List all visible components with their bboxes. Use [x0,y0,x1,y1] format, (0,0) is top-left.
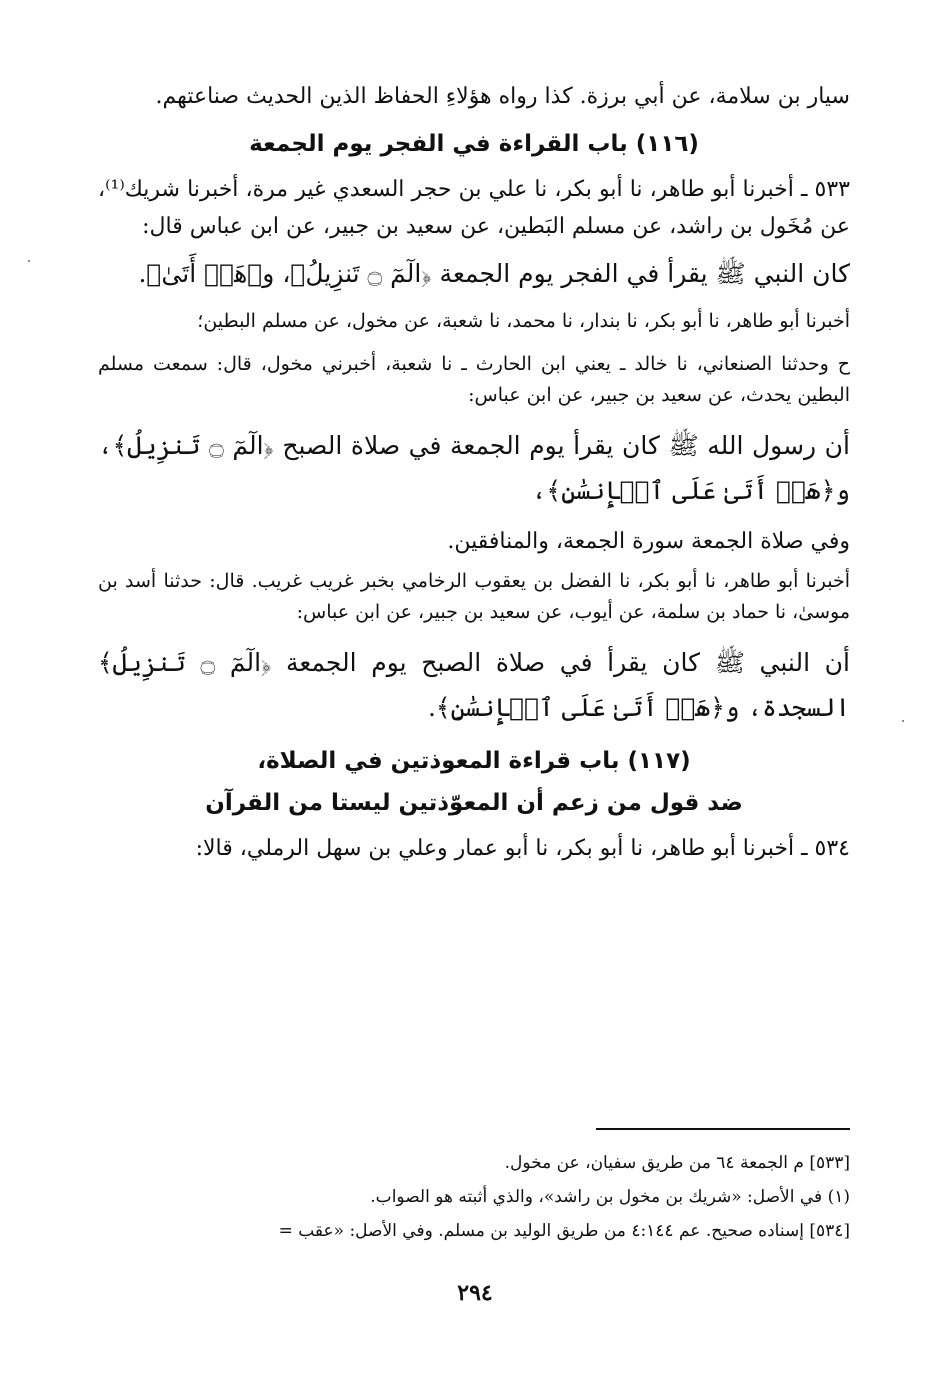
hadith-533-isnad-4: أخبرنا أبو طاهر، نا أبو بكر، نا الفضل بن يعقوب الرخامي بخبر غريب غريب. قال: حدثنا أسد بن موسىٰ، نا حماد بن سلمة، عن أيوب، عن سعيد بن جبير، عن ابن عباس: [98,570,850,623]
footnote-534: [٥٣٤] إسناده صحيح. عم ٤:١٤٤ من طريق الوليد بن مسلم. وفي الأصل: «عقب = [278,1221,850,1241]
hadith-533-matn-2: أن رسول الله ﷺ كان يقرأ يوم الجمعة في صلاة الصبح ﴿الٓمٓ ۝ تَنزِيلُ﴾، و﴿هَلۡ أَتَىٰ عَلَى ٱلۡإِنسَٰنِ﴾، [98,431,850,505]
footnote-divider [596,1128,850,1130]
footnotes [98,1146,850,1248]
scan-speck [902,720,904,722]
section-117-heading [98,740,850,824]
hadith-533-matn-2b: وفي صلاة الجمعة سورة الجمعة، والمنافقين. [447,529,850,554]
hadith-534-isnad: ٥٣٤ ـ أخبرنا أبو طاهر، نا أبو بكر، نا أبو عمار وعلي بن سهل الرملي، قالا: [195,836,850,861]
hadith-533-matn: كان النبي ﷺ يقرأ في الفجر يوم الجمعة ﴿الٓمٓ ۝ تَنزِيلُ﴾، و﴿هَلۡ أَتَىٰ﴾. [138,259,850,288]
section-116-heading: (١١٦) باب القراءة في الفجر يوم الجمعة [249,131,699,157]
main-text [98,78,850,873]
section-117-heading-line-2: ضد قول من زعم أن المعوّذتين ليستا من القرآن [205,790,743,816]
scan-speck [28,260,30,262]
hadith-533-isnad-2: أخبرنا أبو طاهر، نا أبو بكر، نا بندار، نا محمد، نا شعبة، عن مخول، عن مسلم البطين؛ [197,310,850,332]
footnote-1: (١) في الأصل: «شريك بن مخول بن راشد»، والذي أثبته هو الصواب. [370,1187,850,1207]
page-number: ٢٩٤ [457,1280,493,1306]
footnote-533: [٥٣٣] م الجمعة ٦٤ من طريق سفيان، عن مخول. [504,1153,850,1173]
section-117-heading-line-1: (١١٧) باب قراءة المعوذتين في الصلاة، [257,748,691,774]
hadith-533-isnad-3: ح وحدثنا الصنعاني، نا خالد ـ يعني ابن الحارث ـ نا شعبة، أخبرني مخول، قال: سمعت مسلم البطين يحدث، عن سعيد بن جبير، عن ابن عباس: [98,353,850,406]
hadith-533-matn-3: أن النبي ﷺ كان يقرأ في صلاة الصبح يوم الجمعة ﴿الٓمٓ ۝ تَنزِيلُ﴾ السجدة، و﴿هَلۡ أَتَىٰ عَلَى ٱلۡإِنسَٰنِ﴾. [98,648,850,722]
hadith-533-isnad: ٥٣٣ ـ أخبرنا أبو طاهر، نا أبو بكر، نا علي بن حجر السعدي غير مرة، أخبرنا شريك⁽¹⁾، عن مُخَول بن راشد، عن مسلم البَطين، عن سعيد بن جبير، عن ابن عباس قال: [98,177,850,239]
intro-paragraph: سيار بن سلامة، عن أبي برزة. كذا رواه هؤلاءِ الحفاظ الذين الحديث صناعتهم. [155,84,850,109]
